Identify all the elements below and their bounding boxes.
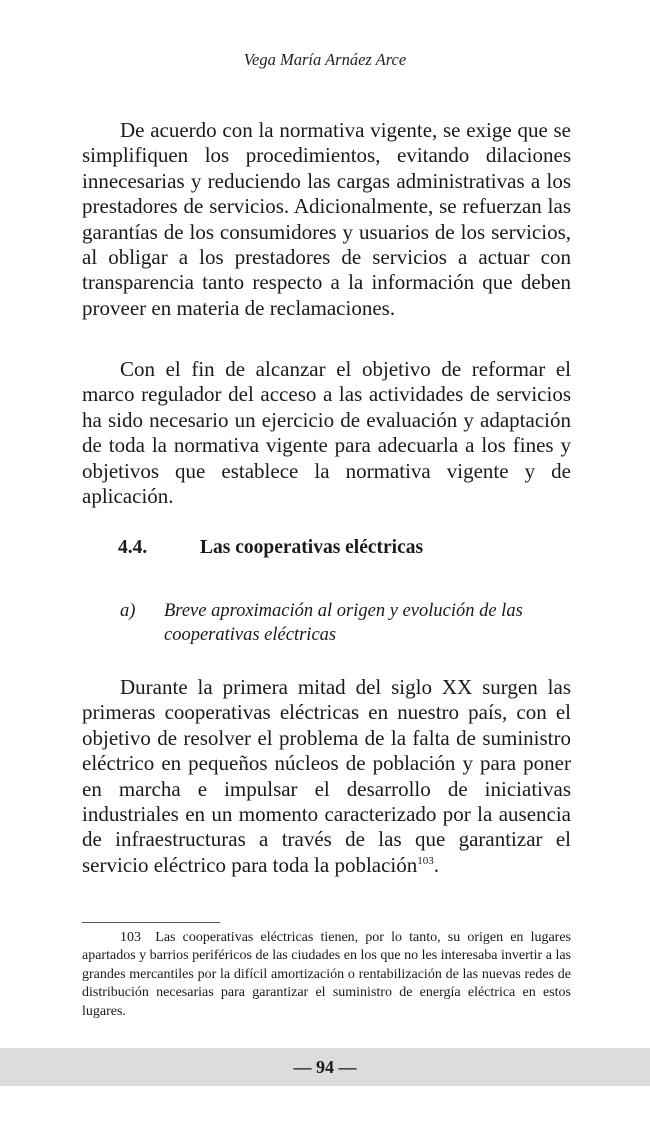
footnote — [82, 929, 571, 1021]
footnote-text: Las cooperativas eléctricas tienen, por lo tanto, su origen en lugares apartados y barrios periféricos de las ciudades en los que no les interesaba invertir a las grandes mercantiles por la difícil amortización o rentabilización de las nuevas redes de distribución necesarias para garantizar el suministro de energía eléctrica en estos lugares. — [82, 930, 571, 1019]
running-head-author: Vega María Arnáez Arce — [243, 50, 407, 69]
footnote-divider — [82, 922, 220, 923]
footnote-reference[interactable]: 103 — [417, 854, 434, 867]
subsection-title: Breve aproximación al origen y evolución de las cooperativas eléctricas — [164, 601, 523, 645]
body-paragraph: Con el fin de alcanzar el objetivo de reformar el marco regulador del acceso a las actividades de servicios ha sido necesario un ejercicio de evaluación y adaptación de toda la normativa vigente para adecuarla a los fines y objetivos que establece la normativa vigente y de aplicación. — [82, 357, 571, 509]
paragraph-end: . — [433, 852, 440, 877]
body-paragraph — [82, 675, 571, 878]
paragraph-text: Durante la primera mitad del siglo XX surgen las primeras cooperativas eléctricas en nuestro país, con el objetivo de resolver el problema de la falta de suministro eléctrico en pequeños núcleos de población y para poner en marcha e impulsar el desarrollo de iniciativas industriales en un momento caracterizado por la ausencia de infraestructuras a través de las que garantizar el servicio eléctrico para toda la población — [82, 675, 571, 877]
page-number: — 94 — — [293, 1057, 357, 1077]
subsection-letter: a) — [120, 601, 136, 621]
footnote-number: 103 — [120, 930, 141, 945]
section-heading — [118, 537, 423, 559]
body-paragraph: De acuerdo con la normativa vigente, se exige que se simplifiquen los procedimientos, evitando dilaciones innecesarias y reduciendo las cargas administrativas a los prestadores de servicios. Adicionalmente, se refuerzan las garantías de los consumidores y usuarios de los servicios, al obligar a los prestadores de servicios a actuar con transparencia tanto respecto a la información que deben proveer en materia de reclamaciones. — [82, 118, 571, 320]
section-title: Las cooperativas eléctricas — [200, 537, 424, 558]
subsection-heading — [120, 600, 580, 647]
section-number: 4.4. — [118, 537, 148, 558]
